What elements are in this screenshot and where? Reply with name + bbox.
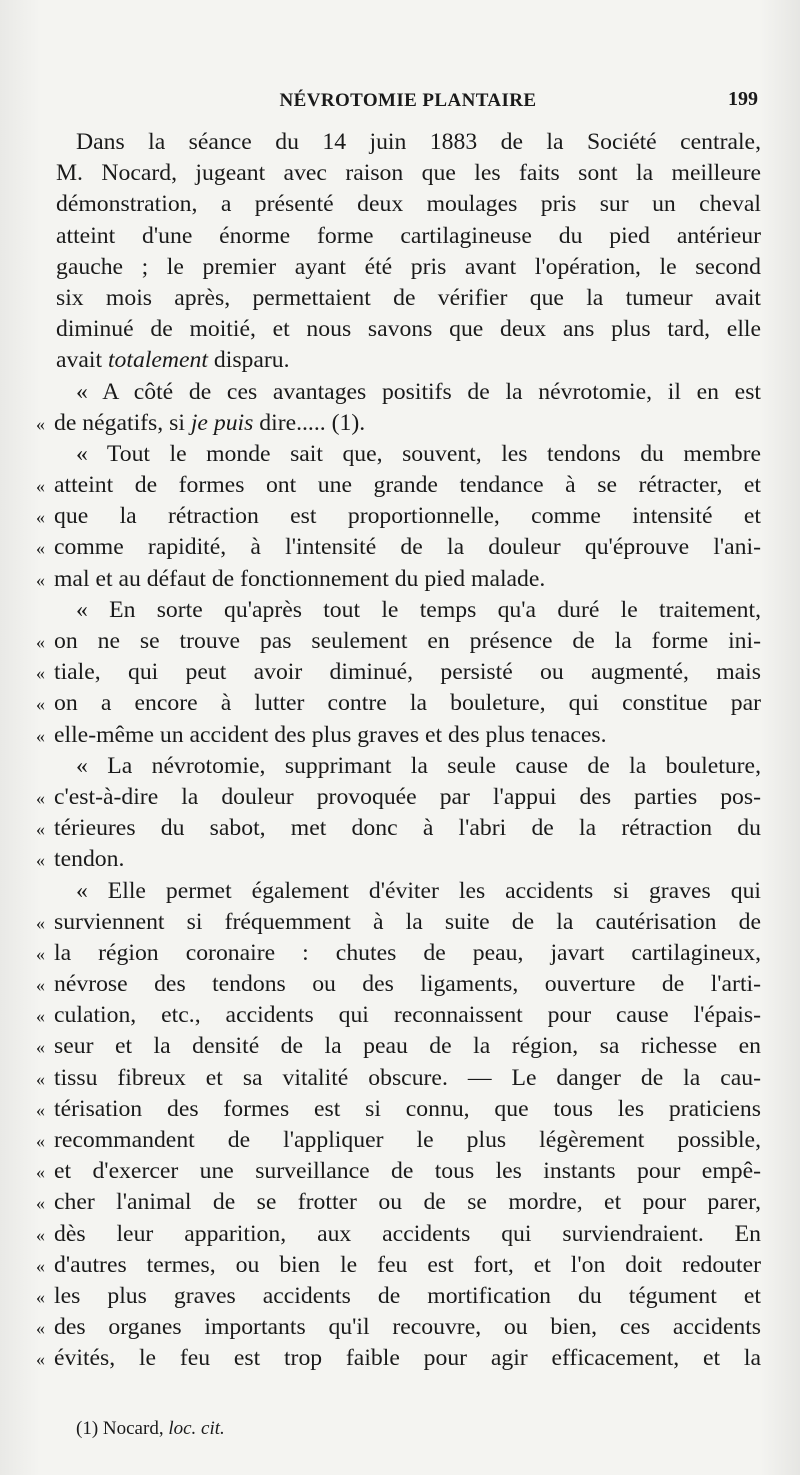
text-line: [36, 1250, 761, 1281]
footnote-marker: (1): [76, 1418, 99, 1439]
body-text: [36, 127, 761, 1375]
quote-mark: «: [36, 1224, 45, 1245]
text-line: [36, 1343, 761, 1374]
quote-mark: «: [36, 850, 45, 871]
italic-text: je puis: [190, 409, 254, 436]
line-text: évités, le feu est trop faible pour agir efficacement, et la: [54, 1345, 761, 1372]
quote-mark: «: [36, 1162, 45, 1183]
text-line: [56, 345, 761, 376]
text-line: [36, 626, 761, 657]
quote-mark: «: [36, 663, 45, 684]
text-line: [36, 657, 761, 688]
line-text: « La névrotomie, supprimant la seule cause de la bouleture,: [76, 752, 761, 779]
quote-mark: «: [36, 1318, 45, 1339]
text-line: [36, 1031, 761, 1062]
line-text: M. Nocard, jugeant avec raison que les faits sont la meilleure: [56, 160, 761, 187]
page-number: 199: [728, 88, 758, 110]
quote-mark: «: [36, 1193, 45, 1214]
text-line: [36, 1000, 761, 1031]
line-text: elle-même un accident des plus graves et des plus tenaces.: [54, 721, 607, 748]
text-line: [56, 252, 761, 283]
line-text: névrose des tendons ou des ligaments, ouverture de l'arti-: [54, 971, 761, 998]
line-text: disparu.: [207, 347, 290, 374]
line-text: mal et au défaut de fonctionnement du pied malade.: [54, 565, 546, 592]
quote-mark: «: [36, 1006, 45, 1027]
text-line: [36, 907, 761, 938]
text-line: [56, 283, 761, 314]
line-text: dès leur apparition, aux accidents qui surviendraient. En: [54, 1220, 761, 1247]
text-line: [36, 1187, 761, 1218]
quote-mark: «: [36, 507, 45, 528]
quote-mark: «: [36, 912, 45, 933]
page-header: [58, 84, 758, 118]
line-text: que la rétraction est proportionnelle, comme intensité et: [54, 503, 761, 530]
text-line: [56, 439, 761, 470]
text-line: [56, 127, 761, 158]
text-line: [36, 844, 761, 875]
quote-mark: «: [36, 943, 45, 964]
line-text: atteint d'une énorme forme cartilagineuse du pied antérieur: [56, 222, 761, 249]
line-text: des organes importants qu'il recouvre, ou bien, ces accidents: [54, 1314, 761, 1341]
text-line: [56, 189, 761, 220]
text-line: [36, 720, 761, 751]
quote-mark: «: [36, 476, 45, 497]
line-text: démonstration, a présenté deux moulages pris sur un cheval: [56, 191, 761, 218]
quote-mark: «: [36, 1037, 45, 1058]
text-line: [36, 1125, 761, 1156]
text-line: [36, 501, 761, 532]
line-text: on ne se trouve pas seulement en présence de la forme ini-: [54, 628, 761, 654]
text-line: [56, 876, 761, 907]
quote-mark: «: [36, 538, 45, 559]
italic-text: totalement: [107, 347, 208, 374]
line-text: c'est-à-dire la douleur provoquée par l'appui des parties pos-: [54, 783, 761, 810]
quote-mark: «: [36, 694, 45, 715]
text-line: [56, 314, 761, 345]
line-text: de négatifs, si: [54, 409, 191, 436]
quote-mark: «: [36, 632, 45, 652]
line-text: on a encore à lutter contre la bouleture, qui constitue par: [54, 690, 761, 717]
text-line: [56, 377, 761, 408]
text-line: [36, 813, 761, 844]
line-text: six mois après, permettaient de vérifier que la tumeur avait: [56, 284, 761, 311]
line-text: culation, etc., accidents qui reconnaissent pour cause l'épais-: [54, 1002, 761, 1029]
line-text: diminué de moitié, et nous savons que deux ans plus tard, elle: [56, 316, 761, 343]
line-text: comme rapidité, à l'intensité de la douleur qu'éprouve l'ani-: [54, 534, 761, 561]
text-line: [36, 532, 761, 563]
quote-mark: «: [36, 1068, 45, 1089]
text-line: [36, 1219, 761, 1250]
text-line: [56, 751, 761, 782]
line-text: « En sorte qu'après tout le temps qu'a duré le traitement,: [76, 596, 761, 623]
line-text: Dans la séance du 14 juin 1883 de la Société centrale,: [76, 129, 761, 155]
text-line: [36, 1156, 761, 1187]
line-text: atteint de formes ont une grande tendance à se rétracter, et: [54, 472, 761, 499]
line-text: la région coronaire : chutes de peau, javart cartilagineux,: [54, 939, 761, 966]
text-line: [36, 1281, 761, 1312]
line-text: cher l'animal de se frotter ou de se mordre, et pour parer,: [54, 1189, 761, 1216]
text-line: [36, 1094, 761, 1125]
quote-mark: «: [36, 1255, 45, 1276]
line-text: avait: [56, 347, 108, 374]
quote-mark: «: [36, 1349, 45, 1370]
quote-mark: «: [36, 819, 45, 840]
text-line: [36, 408, 761, 439]
quote-mark: «: [36, 1099, 45, 1120]
line-text: seur et la densité de la peau de la région, sa richesse en: [54, 1033, 761, 1060]
text-line: [36, 969, 761, 1000]
line-text: surviennent si fréquemment à la suite de la cautérisation de: [54, 908, 761, 935]
quote-mark: «: [36, 569, 45, 590]
line-text: et d'exercer une surveillance de tous les instants pour empê-: [54, 1158, 761, 1185]
footnote: [76, 1418, 225, 1440]
quote-mark: «: [36, 413, 45, 434]
footnote-author: Nocard,: [102, 1418, 164, 1439]
text-line: [36, 782, 761, 813]
text-line: [36, 938, 761, 969]
line-text: térisation des formes est si connu, que tous les praticiens: [54, 1095, 761, 1122]
line-text: térieures du sabot, met donc à l'abri de la rétraction du: [54, 815, 761, 842]
text-line: [36, 1312, 761, 1343]
line-text: « A côté de ces avantages positifs de la névrotomie, il en est: [76, 378, 761, 405]
quote-mark: «: [36, 1286, 45, 1307]
line-text: recommandent de l'appliquer le plus légèrement possible,: [54, 1127, 761, 1153]
line-text: « Elle permet également d'éviter les accidents si graves qui: [76, 877, 761, 904]
line-text: les plus graves accidents de mortification du tégument et: [54, 1282, 761, 1309]
line-text: tissu fibreux et sa vitalité obscure. — Le danger de la cau-: [54, 1064, 761, 1091]
text-line: [56, 158, 761, 189]
line-text: tendon.: [54, 846, 125, 873]
text-line: [36, 1063, 761, 1094]
running-title: NÉVROTOMIE PLANTAIRE: [279, 90, 537, 111]
text-line: [56, 595, 761, 626]
line-text: gauche ; le premier ayant été pris avant l'opération, le second: [56, 253, 761, 280]
quote-mark: «: [36, 787, 45, 808]
line-text: « Tout le monde sait que, souvent, les tendons du membre: [76, 440, 761, 467]
footnote-ref: loc. cit.: [168, 1418, 225, 1439]
text-line: [36, 564, 761, 595]
quote-mark: «: [36, 975, 45, 996]
line-text: dire..... (1).: [253, 409, 366, 436]
line-text: d'autres termes, ou bien le feu est fort, et l'on doit redouter: [54, 1251, 761, 1278]
text-line: [36, 688, 761, 719]
quote-mark: «: [36, 725, 45, 746]
text-line: [36, 470, 761, 501]
text-line: [56, 221, 761, 252]
quote-mark: «: [36, 1131, 45, 1151]
line-text: tiale, qui peut avoir diminué, persisté ou augmenté, mais: [54, 659, 761, 686]
